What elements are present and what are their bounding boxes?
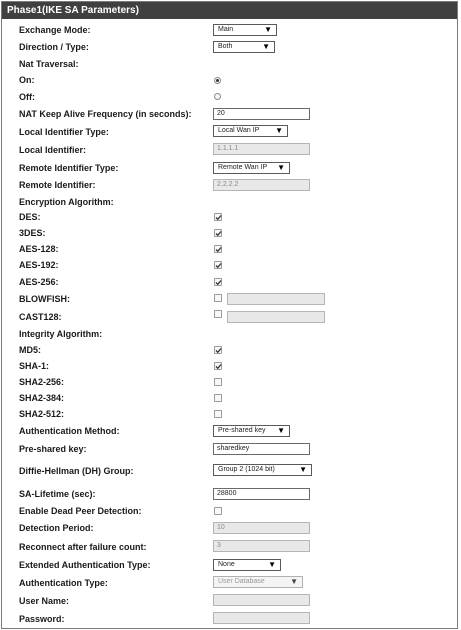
- auth-method-label: Authentication Method:: [19, 426, 120, 436]
- aes192-label: AES-192:: [19, 260, 59, 270]
- dpd-label: Enable Dead Peer Detection:: [19, 506, 142, 516]
- triangle-down-icon: ▼: [264, 25, 272, 34]
- username-label: User Name:: [19, 596, 70, 606]
- local-id-label: Local Identifier:: [19, 145, 87, 155]
- direction-type-select[interactable]: [213, 41, 275, 53]
- checkmark-icon: [215, 262, 222, 269]
- exchange-mode-label: Exchange Mode:: [19, 25, 91, 35]
- checkmark-icon: [215, 214, 222, 221]
- blowfish-key-input[interactable]: [227, 293, 325, 305]
- 3des-checkbox[interactable]: [214, 229, 222, 237]
- nat-traversal-label: Nat Traversal:: [19, 59, 79, 69]
- sha2-512-checkbox[interactable]: [214, 410, 222, 418]
- encryption-algorithm-label: Encryption Algorithm:: [19, 197, 114, 207]
- remote-id-label: Remote Identifier:: [19, 180, 96, 190]
- md5-checkbox[interactable]: [214, 346, 222, 354]
- password-label: Password:: [19, 614, 65, 624]
- exchange-mode-value: Main: [218, 26, 234, 33]
- ike-phase1-panel: [1, 1, 458, 629]
- nat-keepalive-label: NAT Keep Alive Frequency (in seconds):: [19, 109, 192, 119]
- sha1-checkbox[interactable]: [214, 362, 222, 370]
- auth-type-label: Authentication Type:: [19, 578, 108, 588]
- psk-input[interactable]: sharedkey: [213, 443, 310, 455]
- checkmark-icon: [215, 363, 222, 370]
- blowfish-checkbox[interactable]: [214, 294, 222, 302]
- ext-auth-type-value: None: [218, 561, 235, 568]
- username-input[interactable]: [213, 594, 310, 606]
- local-id-type-select[interactable]: [213, 125, 288, 137]
- dpd-checkbox[interactable]: [214, 507, 222, 515]
- direction-type-label: Direction / Type:: [19, 42, 89, 52]
- ext-auth-type-select[interactable]: [213, 559, 281, 571]
- checkmark-icon: [215, 230, 222, 237]
- remote-id-type-value: Remote Wan IP: [218, 164, 268, 171]
- sa-lifetime-label: SA-Lifetime (sec):: [19, 489, 96, 499]
- sha2-256-label: SHA2-256:: [19, 377, 65, 387]
- detection-period-label: Detection Period:: [19, 523, 94, 533]
- aes192-checkbox[interactable]: [214, 261, 222, 269]
- blowfish-label: BLOWFISH:: [19, 294, 70, 304]
- sha2-512-label: SHA2-512:: [19, 409, 65, 419]
- aes256-checkbox[interactable]: [214, 278, 222, 286]
- password-input[interactable]: [213, 612, 310, 624]
- direction-type-value: Both: [218, 43, 233, 50]
- nat-off-label: Off:: [19, 92, 35, 102]
- triangle-down-icon: ▼: [268, 560, 276, 569]
- md5-label: MD5:: [19, 345, 41, 355]
- remote-id-type-label: Remote Identifier Type:: [19, 163, 119, 173]
- triangle-down-icon: ▼: [277, 426, 285, 435]
- auth-method-select[interactable]: [213, 425, 290, 437]
- dh-group-label: Diffie-Hellman (DH) Group:: [19, 466, 134, 476]
- local-id-input[interactable]: 1.1.1.1: [213, 143, 310, 155]
- auth-type-value: User Database: [218, 578, 265, 585]
- des-checkbox[interactable]: [214, 213, 222, 221]
- nat-keepalive-input[interactable]: 20: [213, 108, 310, 120]
- triangle-down-icon: ▼: [290, 577, 298, 586]
- auth-method-value: Pre-shared key: [218, 427, 266, 434]
- sha1-label: SHA-1:: [19, 361, 50, 371]
- remote-id-input[interactable]: 2.2.2.2: [213, 179, 310, 191]
- reconnect-input[interactable]: 3: [213, 540, 310, 552]
- 3des-label: 3DES:: [19, 228, 46, 238]
- cast128-key-input[interactable]: [227, 311, 325, 323]
- checkmark-icon: [215, 246, 222, 253]
- reconnect-label: Reconnect after failure count:: [19, 542, 147, 552]
- aes128-label: AES-128:: [19, 244, 59, 254]
- psk-label: Pre-shared key:: [19, 444, 87, 454]
- sa-lifetime-input[interactable]: 28800: [213, 488, 310, 500]
- dh-group-value: Group 2 (1024 bit): [218, 466, 275, 473]
- ext-auth-type-label: Extended Authentication Type:: [19, 560, 151, 570]
- sha2-384-checkbox[interactable]: [214, 394, 222, 402]
- remote-id-type-select[interactable]: [213, 162, 290, 174]
- triangle-down-icon: ▼: [275, 126, 283, 135]
- detection-period-input[interactable]: 10: [213, 522, 310, 534]
- nat-on-radio[interactable]: [214, 77, 221, 84]
- nat-on-label: On:: [19, 75, 35, 85]
- triangle-down-icon: ▼: [262, 42, 270, 51]
- nat-off-radio[interactable]: [214, 93, 221, 100]
- auth-type-select[interactable]: [213, 576, 303, 588]
- local-id-type-value: Local Wan IP: [218, 127, 260, 134]
- dh-group-select[interactable]: [213, 464, 312, 476]
- integrity-algorithm-label: Integrity Algorithm:: [19, 329, 103, 339]
- exchange-mode-select[interactable]: [213, 24, 277, 36]
- aes256-label: AES-256:: [19, 277, 59, 287]
- triangle-down-icon: ▼: [299, 465, 307, 474]
- checkmark-icon: [215, 347, 222, 354]
- local-id-type-label: Local Identifier Type:: [19, 127, 109, 137]
- des-label: DES:: [19, 212, 41, 222]
- checkmark-icon: [215, 279, 222, 286]
- cast128-label: CAST128:: [19, 312, 62, 322]
- panel-header: Phase1(IKE SA Parameters): [2, 2, 457, 19]
- sha2-384-label: SHA2-384:: [19, 393, 65, 403]
- triangle-down-icon: ▼: [277, 163, 285, 172]
- cast128-checkbox[interactable]: [214, 310, 222, 318]
- sha2-256-checkbox[interactable]: [214, 378, 222, 386]
- aes128-checkbox[interactable]: [214, 245, 222, 253]
